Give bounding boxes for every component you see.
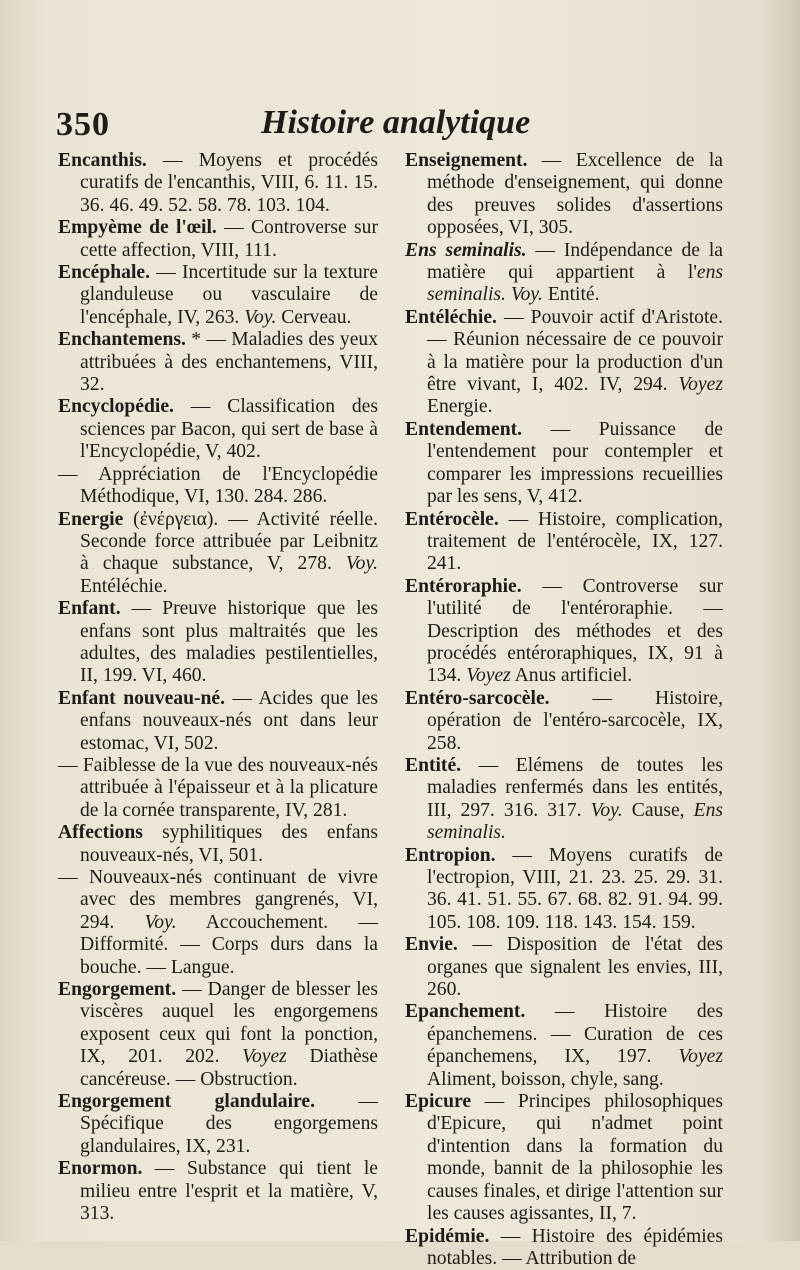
- running-title: Histoire analytique: [261, 104, 530, 142]
- entry-text: — Principes philosophiques d'Epicure, qui n'admet point d'intention dans la formation du monde, bannit de la philosophie les causes finales, et dirige l'attention sur les causes agissantes, II, 7.: [427, 1091, 723, 1224]
- entry-text: * — Maladies des yeux attribuées à des enchantemens, VIII, 32.: [80, 329, 378, 395]
- entry-text: — Danger de blesser les viscères auquel les engorgemens exposent ceux qui font la ponction, IX, 201. 202.: [80, 979, 378, 1067]
- entry-headword: Enormon.: [58, 1158, 142, 1179]
- entry-reference: Voyez: [242, 1046, 287, 1067]
- index-entry: [58, 1091, 378, 1158]
- entry-text: — Controverse sur cette affection, VIII, 111.: [80, 217, 378, 260]
- entry-headword: Epicure: [405, 1091, 471, 1112]
- index-entry: [58, 150, 378, 217]
- index-entry: [405, 1226, 723, 1270]
- entry-text: Cause,: [623, 800, 694, 821]
- entry-headword: Encéphale.: [58, 262, 150, 283]
- index-entry: [405, 240, 723, 307]
- entry-text: — Appréciation de l'Encyclopédie Méthodique, VI, 130. 284. 286.: [58, 464, 378, 507]
- entry-headword: Enfant nouveau-né.: [58, 688, 225, 709]
- entry-reference: ens seminalis.: [427, 262, 723, 305]
- entry-text: — Nouveaux-nés continuant de vivre avec des membres gangrenés, VI, 294.: [58, 867, 378, 933]
- entry-text: — Substance qui tient le milieu entre l'esprit et la matière, V, 313.: [80, 1158, 378, 1224]
- entry-reference: Voy.: [591, 800, 623, 821]
- entry-text: — Disposition de l'état des organes que signalent les envies, III, 260.: [427, 934, 723, 1000]
- entry-text: — Classification des sciences par Bacon, qui sert de base à l'Encyclopédie, V, 402.: [80, 396, 378, 462]
- index-entry: [405, 934, 723, 1001]
- index-entry: [405, 307, 723, 419]
- index-entry: [58, 867, 378, 979]
- entry-reference: Voyez: [678, 1046, 723, 1067]
- index-entry: [58, 464, 378, 509]
- entry-headword: Envie.: [405, 934, 458, 955]
- entry-text: (ἐνέργεια). — Activité réelle. Seconde force attribuée par Leibnitz à chaque substance, V, 278.: [80, 509, 378, 575]
- entry-text: Anus artificiel.: [511, 665, 632, 686]
- entry-headword: Entéléchie.: [405, 307, 497, 328]
- entry-text: Accouchement. — Difformité. — Corps durs dans la bouche. — Langue.: [80, 912, 378, 978]
- entry-text: — Excellence de la méthode d'enseignement, qui donne des preuves solides d'assertions opposées, VI, 305.: [427, 150, 723, 238]
- index-entry: [58, 262, 378, 329]
- index-entry: [58, 396, 378, 463]
- entry-headword: Affections: [58, 822, 143, 843]
- index-entry: [58, 329, 378, 396]
- entry-headword: Entendement.: [405, 419, 522, 440]
- entry-text: — Faiblesse de la vue des nouveaux-nés attribuée à l'épaisseur et à la plicature de la cornée transparente, IV, 281.: [58, 755, 378, 821]
- index-entry: [58, 1158, 378, 1225]
- entry-text: Diathèse cancéreuse. — Obstruction.: [80, 1046, 378, 1089]
- entry-text: — Indépendance de la matière qui appartient à l': [427, 240, 723, 283]
- index-entry: [405, 419, 723, 509]
- entry-text: Aliment, boisson, chyle, sang.: [427, 1069, 664, 1090]
- entry-headword: Entéroraphie.: [405, 576, 522, 597]
- entry-text: Entéléchie.: [80, 576, 168, 597]
- entry-reference: Voy.: [346, 553, 378, 574]
- page-number: 350: [56, 106, 110, 144]
- entry-headword: Epanchement.: [405, 1001, 525, 1022]
- entry-text: — Histoire, complication, traitement de l'entérocèle, IX, 127. 241.: [427, 509, 723, 575]
- entry-headword: Enfant.: [58, 598, 121, 619]
- entry-headword: Enchantemens.: [58, 329, 186, 350]
- entry-headword: Entropion.: [405, 845, 496, 866]
- entry-text: — Moyens curatifs de l'ectropion, VIII, 21. 23. 25. 29. 31. 36. 41. 51. 55. 67. 68. 82. 91. 94. 99. 105. 108. 109. 118. 143. 154. 159.: [427, 845, 723, 933]
- index-entry: [58, 217, 378, 262]
- entry-reference: Voy.: [511, 284, 543, 305]
- entry-text: — Preuve historique que les enfans sont plus maltraités que les adultes, des maladies pestilentielles, II, 199. VI, 460.: [80, 598, 378, 686]
- entry-headword: Epidémie.: [405, 1226, 489, 1247]
- index-entry: [58, 822, 378, 867]
- entry-headword: Entéro-sarcocèle.: [405, 688, 550, 709]
- entry-text: — Histoire des épidémies notables. — Attribution de: [427, 1226, 723, 1269]
- index-column-left: [58, 150, 378, 1225]
- index-entry: [405, 688, 723, 755]
- index-entry: [58, 755, 378, 822]
- index-entry: [405, 150, 723, 240]
- index-entry: [405, 1001, 723, 1091]
- entry-text: — Pouvoir actif d'Aristote. — Réunion nécessaire de ce pouvoir à la matière pour la production d'un être vivant, I, 402. IV, 294.: [427, 307, 723, 395]
- entry-headword: Engorgement glandulaire.: [58, 1091, 315, 1112]
- entry-text: — Acides que les enfans nouveaux-nés ont dans leur estomac, VI, 502.: [80, 688, 378, 754]
- entry-headword: Engorgement.: [58, 979, 176, 1000]
- entry-headword: Empyème de l'œil.: [58, 217, 217, 238]
- index-entry: [405, 845, 723, 935]
- entry-reference: Ens seminalis.: [427, 800, 723, 843]
- entry-text: syphilitiques des enfans nouveaux-nés, VI, 501.: [80, 822, 378, 865]
- index-entry: [58, 598, 378, 688]
- index-entry: [405, 1091, 723, 1225]
- entry-reference: Voy.: [145, 912, 177, 933]
- entry-text: — Puissance de l'entendement pour contempler et comparer les impressions recueillies par les sens, V, 412.: [427, 419, 723, 507]
- index-entry: [58, 979, 378, 1091]
- entry-reference: Voy.: [244, 307, 276, 328]
- entry-headword: Encanthis.: [58, 150, 147, 171]
- entry-headword: Encyclopédie.: [58, 396, 174, 417]
- entry-reference: Voyez: [678, 374, 723, 395]
- index-entry: [58, 688, 378, 755]
- entry-text: — Incertitude sur la texture glanduleuse ou vasculaire de l'encéphale, IV, 263.: [80, 262, 378, 328]
- index-column-right: [405, 150, 723, 1225]
- entry-text: — Histoire des épanchemens. — Curation de ces épanchemens, IX, 197.: [427, 1001, 723, 1067]
- page-header: [56, 100, 746, 150]
- entry-text: Energie.: [427, 396, 492, 417]
- entry-reference: Voyez: [466, 665, 511, 686]
- entry-headword: Entité.: [405, 755, 461, 776]
- entry-text: — Elémens de toutes les maladies renfermés dans les entités, III, 297. 316. 317.: [427, 755, 723, 821]
- entry-text: Entité.: [543, 284, 600, 305]
- index-entry: [405, 755, 723, 845]
- entry-text: — Controverse sur l'utilité de l'entéroraphie. — Description des méthodes et des procédés entéroraphiques, IX, 91 à 134.: [427, 576, 723, 687]
- entry-text: — Moyens et procédés curatifs de l'encanthis, VIII, 6. 11. 15. 36. 46. 49. 52. 58. 78. 103. 104.: [80, 150, 378, 216]
- index-entry: [405, 576, 723, 688]
- index-entry: [58, 509, 378, 599]
- index-entry: [405, 509, 723, 576]
- entry-headword: Ens seminalis.: [405, 240, 527, 261]
- entry-text: Cerveau.: [276, 307, 351, 328]
- entry-text: — Spécifique des engorgemens glandulaires, IX, 231.: [80, 1091, 378, 1157]
- entry-text: — Histoire, opération de l'entéro-sarcocèle, IX, 258.: [427, 688, 723, 754]
- entry-headword: Entérocèle.: [405, 509, 499, 530]
- entry-headword: Enseignement.: [405, 150, 527, 171]
- entry-headword: Energie: [58, 509, 123, 530]
